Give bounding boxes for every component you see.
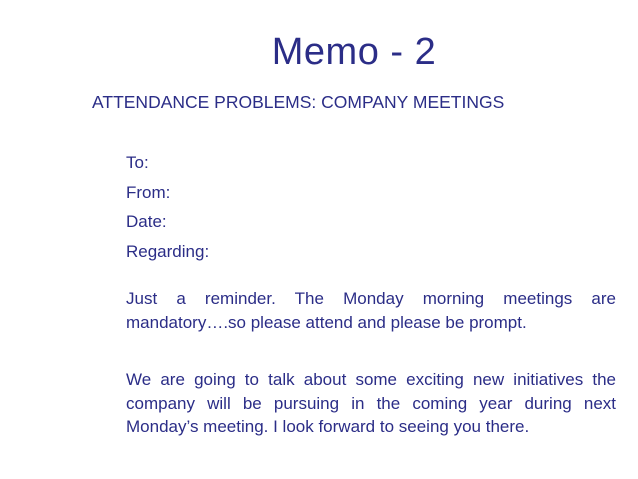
field-regarding-label: Regarding: — [126, 241, 210, 261]
page-title: Memo - 2 — [271, 31, 437, 73]
memo-subject-heading: ATTENDANCE PROBLEMS: COMPANY MEETINGS — [92, 92, 505, 112]
field-from-label: From: — [126, 182, 171, 202]
field-to-label: To: — [126, 153, 149, 172]
memo-paragraph-reminder: Just a reminder. The Monday morning meetings are mandatory….so please attend and please be prompt. — [126, 289, 616, 332]
field-date-label: Date: — [126, 212, 167, 231]
memo-paragraph-initiatives: We are going to talk about some exciting new initiatives the company will be pursuing in the coming year during next Monday’s meeting. I look forward to seeing you there. — [126, 370, 616, 436]
memo-header-fields — [126, 148, 209, 266]
